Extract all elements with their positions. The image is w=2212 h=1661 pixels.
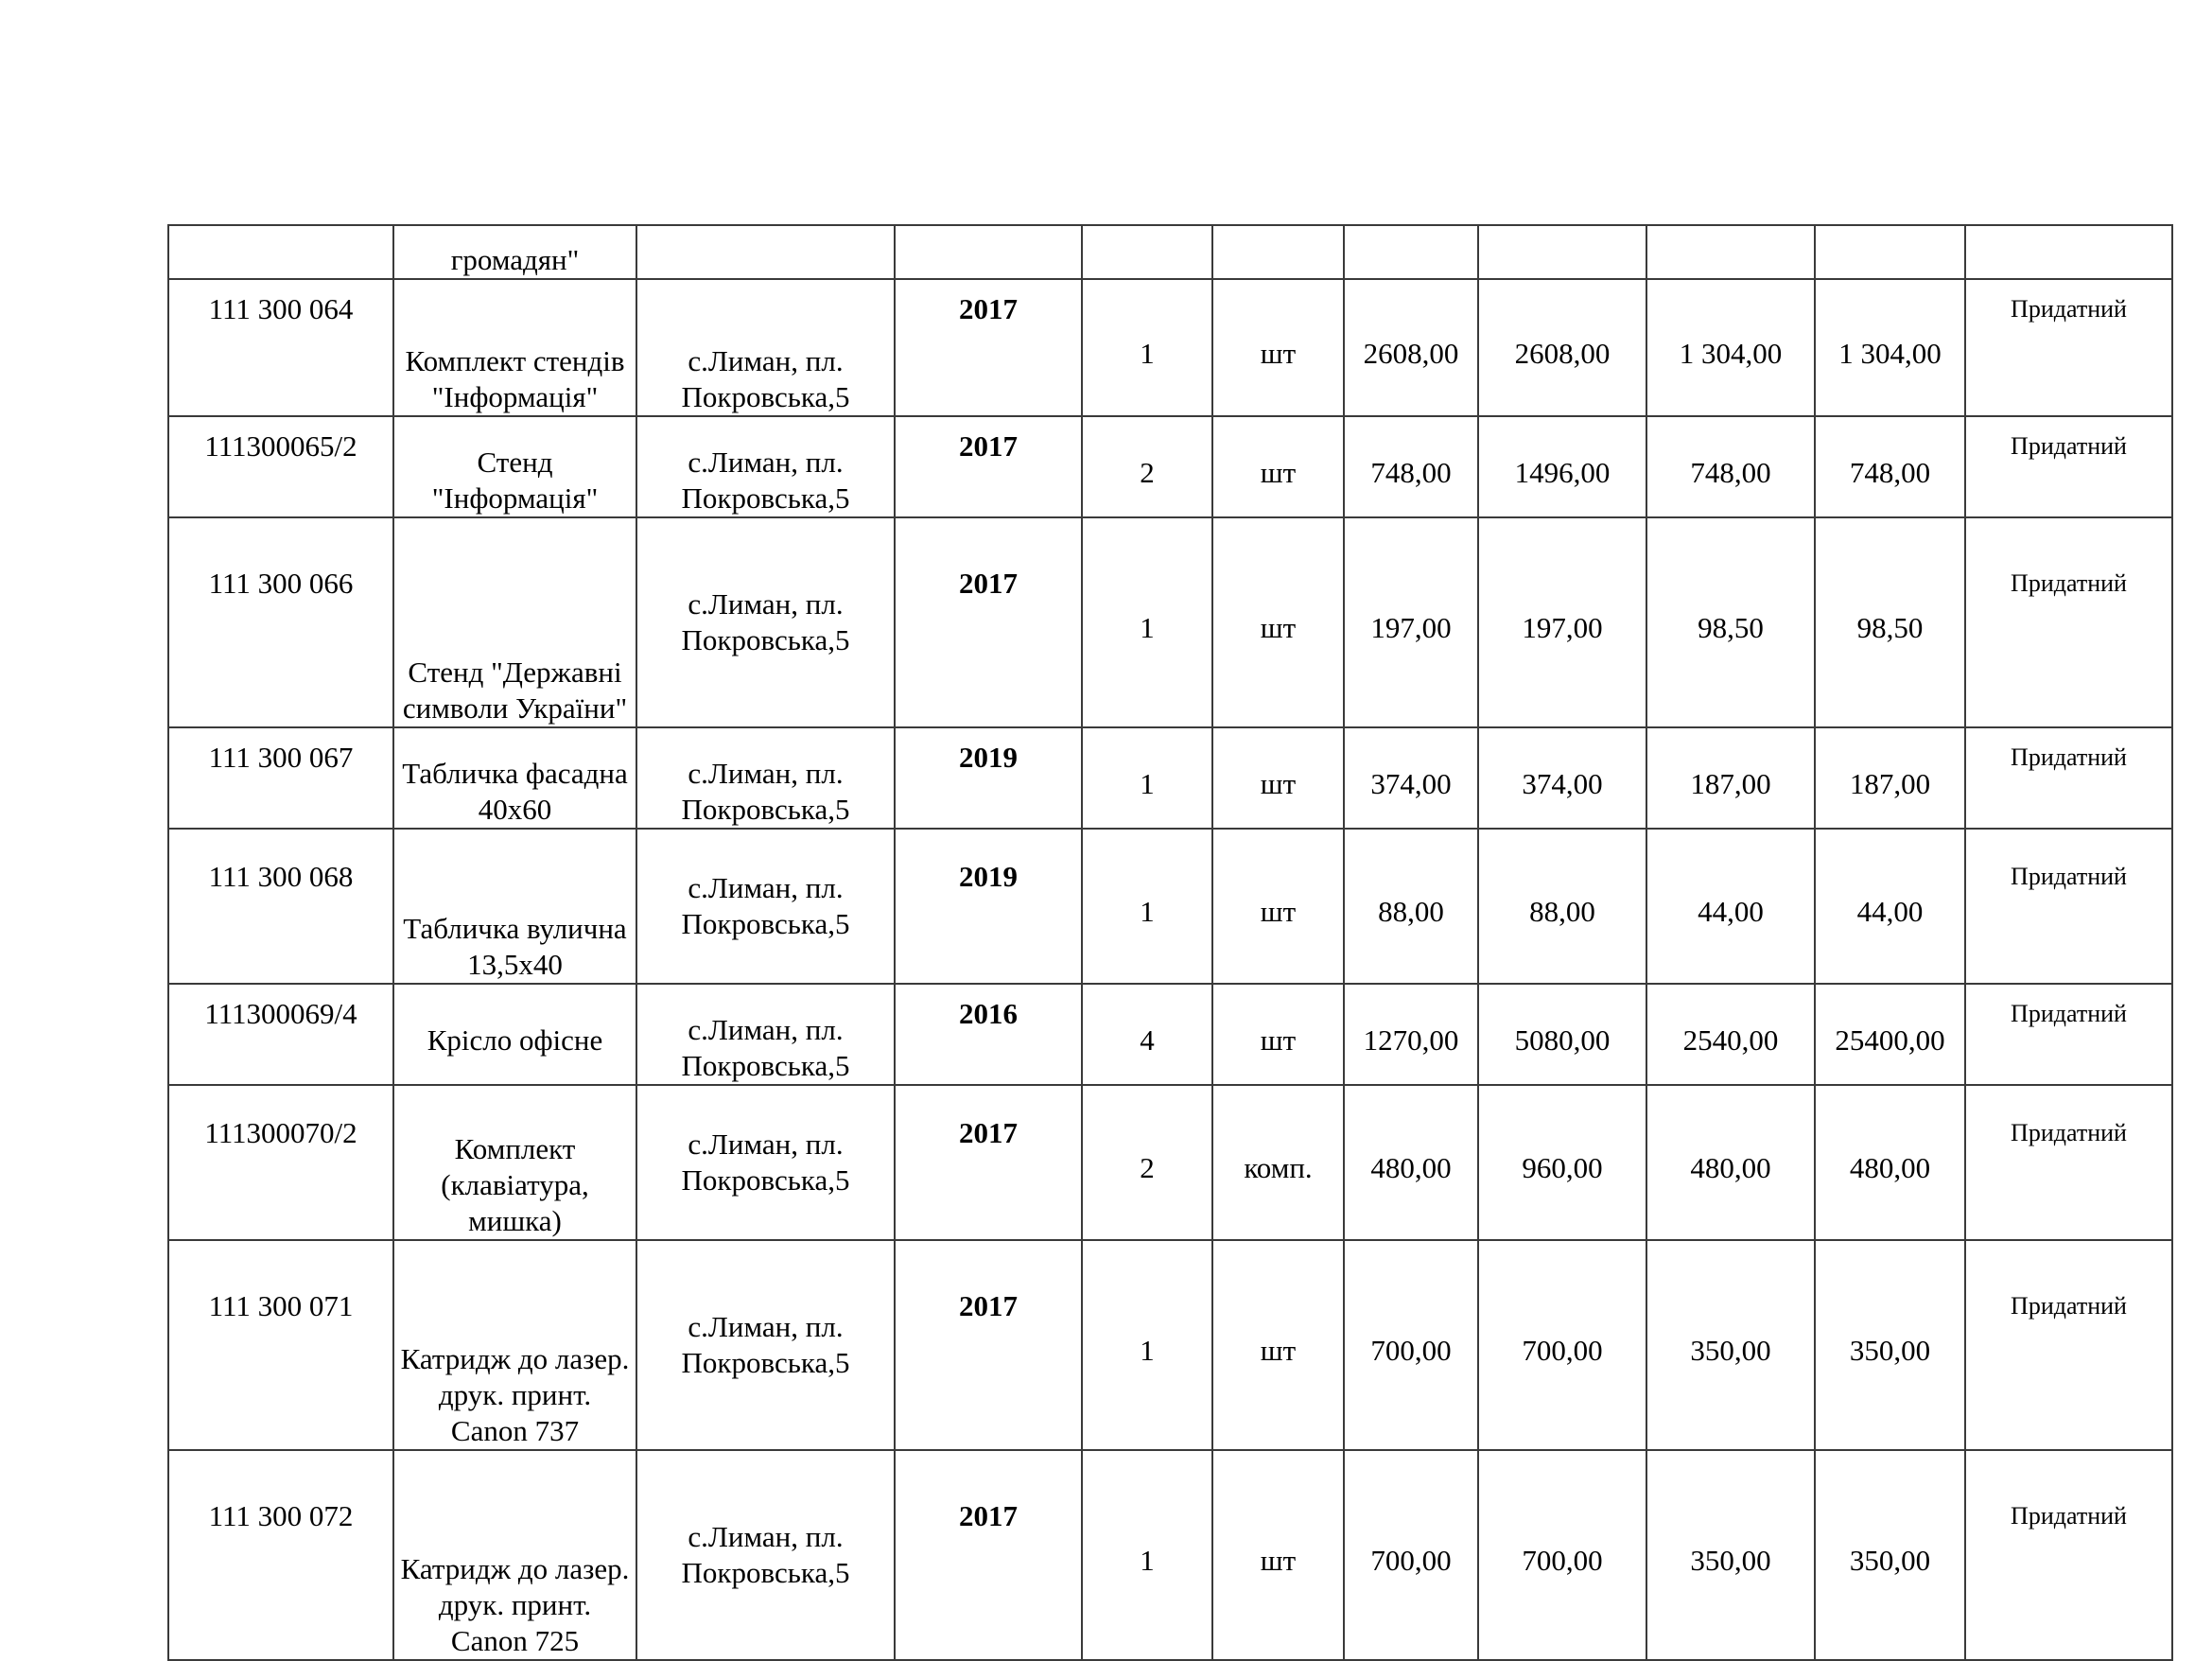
cell-col10: 187,00 — [1815, 727, 1965, 829]
cell-unit: шт — [1212, 984, 1344, 1085]
cell-col10: 748,00 — [1815, 416, 1965, 517]
cell-address — [636, 225, 895, 279]
cell-unit — [1212, 225, 1344, 279]
cell-col9: 2540,00 — [1646, 984, 1815, 1085]
cell-qty: 4 — [1082, 984, 1212, 1085]
cell-status: Придатний — [1965, 416, 2172, 517]
cell-qty: 1 — [1082, 279, 1212, 416]
cell-name: Катридж до лазер. друк. принт. Canon 725 — [393, 1450, 636, 1660]
cell-status: Придатний — [1965, 1450, 2172, 1660]
cell-col9: 748,00 — [1646, 416, 1815, 517]
cell-unit: шт — [1212, 829, 1344, 984]
cell-col10: 44,00 — [1815, 829, 1965, 984]
cell-name: Табличка вулична 13,5х40 — [393, 829, 636, 984]
cell-code: 111 300 066 — [168, 517, 393, 727]
cell-code: 111300070/2 — [168, 1085, 393, 1240]
cell-qty: 1 — [1082, 517, 1212, 727]
cell-unit: шт — [1212, 1240, 1344, 1450]
cell-col10: 350,00 — [1815, 1240, 1965, 1450]
cell-status — [1965, 225, 2172, 279]
cell-year: 2017 — [895, 1085, 1082, 1240]
cell-total: 5080,00 — [1478, 984, 1646, 1085]
table-row — [168, 727, 2172, 829]
table-row — [168, 517, 2172, 727]
cell-year: 2016 — [895, 984, 1082, 1085]
table-row — [168, 1240, 2172, 1450]
cell-address: с.Лиман, пл. Покровська,5 — [636, 416, 895, 517]
cell-col9: 1 304,00 — [1646, 279, 1815, 416]
cell-col9 — [1646, 225, 1815, 279]
cell-price: 88,00 — [1344, 829, 1478, 984]
cell-col9: 350,00 — [1646, 1240, 1815, 1450]
cell-name: Катридж до лазер. друк. принт. Canon 737 — [393, 1240, 636, 1450]
cell-code: 111 300 067 — [168, 727, 393, 829]
cell-name: Табличка фасадна 40х60 — [393, 727, 636, 829]
cell-col10 — [1815, 225, 1965, 279]
cell-price: 700,00 — [1344, 1450, 1478, 1660]
table-row — [168, 984, 2172, 1085]
cell-total: 88,00 — [1478, 829, 1646, 984]
cell-total: 700,00 — [1478, 1240, 1646, 1450]
cell-total: 700,00 — [1478, 1450, 1646, 1660]
cell-total: 197,00 — [1478, 517, 1646, 727]
cell-qty: 2 — [1082, 416, 1212, 517]
cell-year: 2017 — [895, 1450, 1082, 1660]
table-row — [168, 279, 2172, 416]
cell-status: Придатний — [1965, 1085, 2172, 1240]
cell-price: 374,00 — [1344, 727, 1478, 829]
cell-code: 111300065/2 — [168, 416, 393, 517]
cell-address: с.Лиман, пл. Покровська,5 — [636, 984, 895, 1085]
cell-price: 2608,00 — [1344, 279, 1478, 416]
cell-col9: 44,00 — [1646, 829, 1815, 984]
cell-name: Крісло офісне — [393, 984, 636, 1085]
cell-col10: 480,00 — [1815, 1085, 1965, 1240]
cell-qty — [1082, 225, 1212, 279]
cell-address: с.Лиман, пл. Покровська,5 — [636, 1240, 895, 1450]
cell-total: 374,00 — [1478, 727, 1646, 829]
cell-unit: шт — [1212, 727, 1344, 829]
table-row — [168, 416, 2172, 517]
cell-status: Придатний — [1965, 279, 2172, 416]
cell-name: Стенд "Інформація" — [393, 416, 636, 517]
cell-name: Комплект (клавіатура, мишка) — [393, 1085, 636, 1240]
cell-price: 1270,00 — [1344, 984, 1478, 1085]
cell-unit: шт — [1212, 279, 1344, 416]
cell-name: громадян" — [393, 225, 636, 279]
inventory-table — [167, 224, 2173, 1661]
cell-price — [1344, 225, 1478, 279]
cell-price: 700,00 — [1344, 1240, 1478, 1450]
cell-year: 2017 — [895, 279, 1082, 416]
cell-qty: 1 — [1082, 727, 1212, 829]
cell-price: 480,00 — [1344, 1085, 1478, 1240]
cell-address: с.Лиман, пл. Покровська,5 — [636, 829, 895, 984]
cell-total: 1496,00 — [1478, 416, 1646, 517]
cell-col10: 350,00 — [1815, 1450, 1965, 1660]
cell-year: 2019 — [895, 727, 1082, 829]
table-row — [168, 1085, 2172, 1240]
cell-year — [895, 225, 1082, 279]
table-row-continuation — [168, 225, 2172, 279]
cell-price: 748,00 — [1344, 416, 1478, 517]
cell-unit: шт — [1212, 416, 1344, 517]
cell-code: 111 300 064 — [168, 279, 393, 416]
cell-year: 2017 — [895, 1240, 1082, 1450]
cell-name: Комплект стендів "Інформація" — [393, 279, 636, 416]
cell-status: Придатний — [1965, 984, 2172, 1085]
table-row — [168, 829, 2172, 984]
cell-year: 2017 — [895, 416, 1082, 517]
cell-unit: шт — [1212, 1450, 1344, 1660]
cell-address: с.Лиман, пл. Покровська,5 — [636, 1450, 895, 1660]
cell-unit: комп. — [1212, 1085, 1344, 1240]
cell-name: Стенд "Державні символи України" — [393, 517, 636, 727]
cell-col10: 98,50 — [1815, 517, 1965, 727]
cell-total — [1478, 225, 1646, 279]
cell-total: 960,00 — [1478, 1085, 1646, 1240]
cell-address: с.Лиман, пл. Покровська,5 — [636, 727, 895, 829]
cell-qty: 1 — [1082, 829, 1212, 984]
cell-status: Придатний — [1965, 829, 2172, 984]
cell-address: с.Лиман, пл. Покровська,5 — [636, 279, 895, 416]
cell-col10: 1 304,00 — [1815, 279, 1965, 416]
cell-price: 197,00 — [1344, 517, 1478, 727]
cell-code: 111 300 071 — [168, 1240, 393, 1450]
cell-qty: 1 — [1082, 1240, 1212, 1450]
cell-code: 111300069/4 — [168, 984, 393, 1085]
cell-total: 2608,00 — [1478, 279, 1646, 416]
cell-year: 2017 — [895, 517, 1082, 727]
cell-status: Придатний — [1965, 517, 2172, 727]
cell-code: 111 300 072 — [168, 1450, 393, 1660]
cell-qty: 2 — [1082, 1085, 1212, 1240]
cell-col9: 98,50 — [1646, 517, 1815, 727]
cell-col9: 350,00 — [1646, 1450, 1815, 1660]
cell-year: 2019 — [895, 829, 1082, 984]
cell-status: Придатний — [1965, 1240, 2172, 1450]
cell-address: с.Лиман, пл. Покровська,5 — [636, 1085, 895, 1240]
cell-col10: 25400,00 — [1815, 984, 1965, 1085]
table-row — [168, 1450, 2172, 1660]
cell-status: Придатний — [1965, 727, 2172, 829]
cell-address: с.Лиман, пл. Покровська,5 — [636, 517, 895, 727]
cell-qty: 1 — [1082, 1450, 1212, 1660]
cell-col9: 480,00 — [1646, 1085, 1815, 1240]
cell-unit: шт — [1212, 517, 1344, 727]
cell-col9: 187,00 — [1646, 727, 1815, 829]
cell-code: 111 300 068 — [168, 829, 393, 984]
cell-code — [168, 225, 393, 279]
